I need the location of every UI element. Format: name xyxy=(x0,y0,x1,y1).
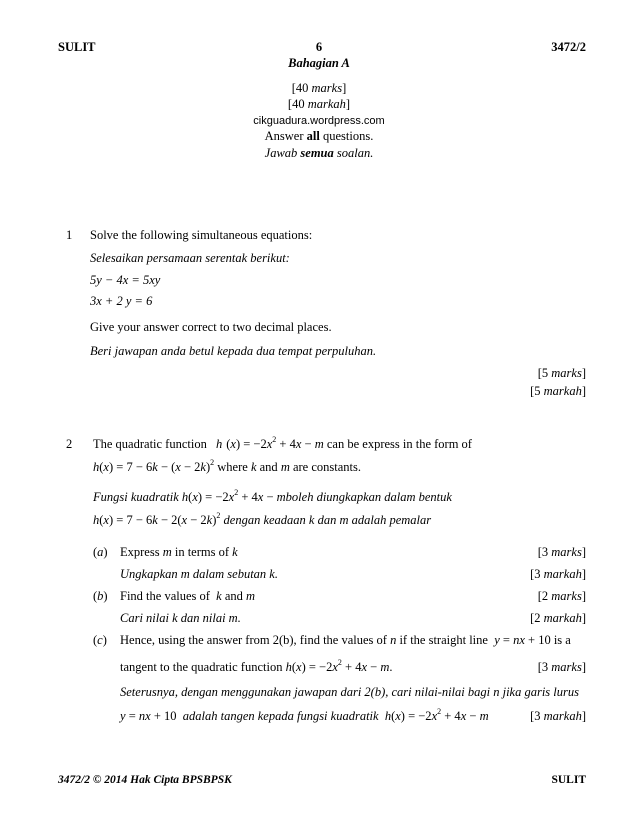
q2-form-my: $h(x) = 7 - 6k - 2(x - 2k)^2$ dengan keadaan k dan m adalah pemalar xyxy=(93,511,432,527)
q2c-text-en-2: tangent to the quadratic function $h(x) = -2x^2 + 4x - m$. xyxy=(120,658,393,674)
q2c-text-en-1: Hence, using the answer from 2(b), find the values of n if the straight line y = nx + 10 is a xyxy=(120,633,571,647)
section-title: Bahagian A xyxy=(288,56,350,70)
q1-equation-2: 3x + 2 y = 6 xyxy=(90,294,153,308)
q2b-text-my: Cari nilai k dan nilai m. xyxy=(120,611,241,625)
header-code: 3472/2 xyxy=(551,40,586,54)
q2c-text-my-2: y = nx + 10 adalah tangen kepada fungsi kuadratik $h(x) = -2x^2 + 4x - m$ xyxy=(120,707,489,723)
q1-note-en: Give your answer correct to two decimal places. xyxy=(90,320,332,334)
q1-marks-en: [5 marks] xyxy=(537,366,586,380)
instruction-en: Answer all questions. xyxy=(264,129,374,143)
footer-sulit: SULIT xyxy=(551,774,586,786)
q2c-label: (c) xyxy=(93,633,107,647)
q2a-text-my: Ungkapkan m dalam sebutan k. xyxy=(120,567,278,581)
q2b-marks-en: [2 marks] xyxy=(537,589,586,603)
q2-number: 2 xyxy=(66,437,73,451)
q2a-marks-en: [3 marks] xyxy=(537,545,586,559)
q1-text-my: Selesaikan persamaan serentak berikut: xyxy=(90,251,290,265)
q1-number: 1 xyxy=(66,228,73,242)
q2c-marks-en: [3 marks] xyxy=(537,660,586,674)
q2a-label: (a) xyxy=(93,545,108,559)
header-sulit: SULIT xyxy=(58,40,96,54)
q2b-marks-my: [2 markah] xyxy=(530,611,586,625)
marks-en: [40 marks] xyxy=(291,81,347,95)
q2a-text-en: Express m in terms of k xyxy=(120,545,238,559)
q2b-text-en: Find the values of k and m xyxy=(120,589,256,603)
q2c-text-my-1: Seterusnya, dengan menggunakan jawapan dari 2(b), cari nilai-nilai bagi n jika garis lurus xyxy=(120,685,579,699)
q2a-marks-my: [3 markah] xyxy=(530,567,586,581)
marks-my: [40 markah] xyxy=(287,97,351,111)
q2c-marks-my: [3 markah] xyxy=(530,709,586,723)
q2b-label: (b) xyxy=(93,589,108,603)
website: cikguadura.wordpress.com xyxy=(253,115,385,127)
footer-copyright: 3472/2 © 2014 Hak Cipta BPSBPSK xyxy=(58,774,232,786)
q2-intro-en: The quadratic function h $(x) = -2x^2 + 4x - m$ can be express in the form of xyxy=(93,435,472,451)
page-number: 6 xyxy=(315,40,323,54)
q1-note-my: Beri jawapan anda betul kepada dua tempat perpuluhan. xyxy=(90,344,377,358)
q2-intro-my: Fungsi kuadratik $h(x) = -2x^2 + 4x$ − mboleh diungkapkan dalam bentuk xyxy=(93,488,452,504)
instruction-my: Jawab semua soalan. xyxy=(264,146,374,160)
q1-text-en: Solve the following simultaneous equations: xyxy=(90,228,313,242)
q1-equation-1: 5y − 4x = 5xy xyxy=(90,273,161,287)
q2-form-en: $h(x) = 7 - 6k - (x - 2k)^2$ where k and m are constants. xyxy=(93,458,361,474)
q1-marks-my: [5 markah] xyxy=(530,384,586,398)
